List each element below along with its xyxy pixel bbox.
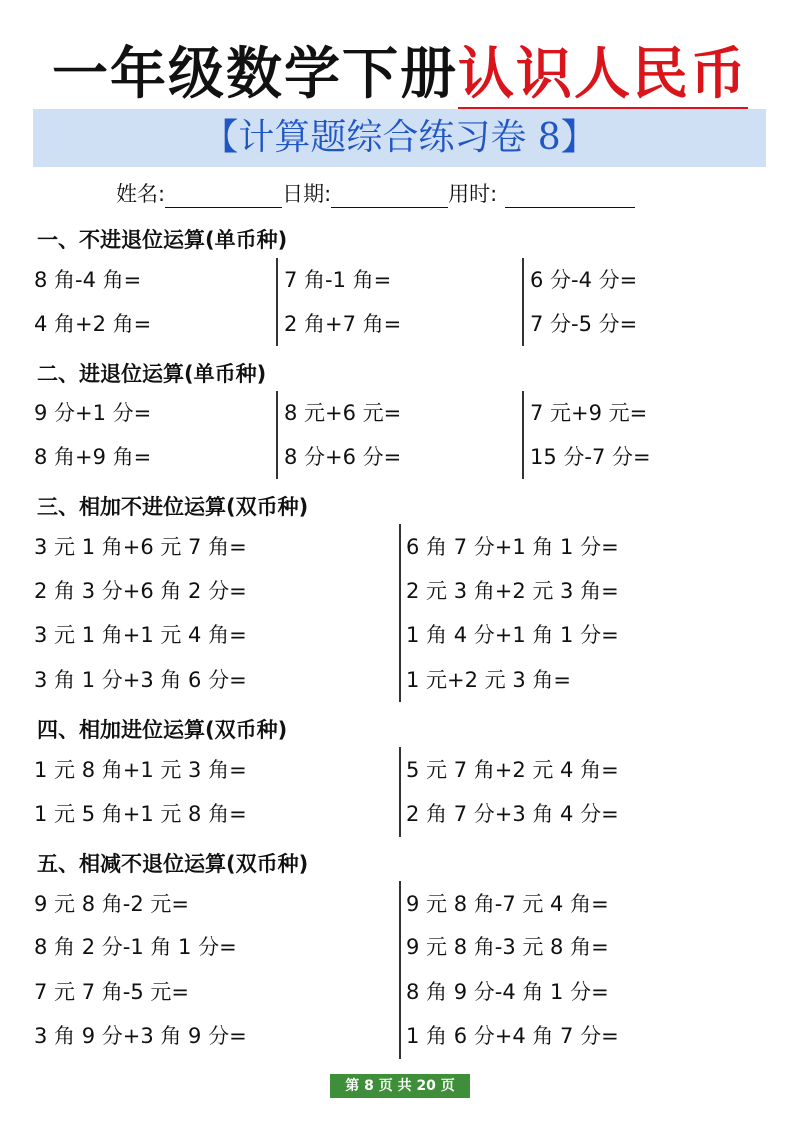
problem-row: [34, 970, 774, 1014]
problem: 7 分-5 分=: [530, 312, 638, 336]
problem: 2 元 3 角+2 元 3 角=: [406, 579, 619, 603]
name-field[interactable]: [165, 185, 282, 208]
date-label: 日期:: [282, 182, 332, 206]
problem: 6 角 7 分+1 角 1 分=: [406, 535, 619, 559]
student-info-line: [116, 178, 635, 208]
problem: 7 元+9 元=: [530, 401, 648, 425]
problem: 1 元 5 角+1 元 8 角=: [34, 802, 247, 826]
problem: 1 角 6 分+4 角 7 分=: [406, 1024, 619, 1048]
problem-row: [34, 658, 774, 702]
section-title: 四、相加进位运算(双币种): [37, 718, 288, 742]
subtitle: 【计算题综合练习卷 8】: [202, 117, 597, 158]
problem: 8 角+9 角=: [34, 445, 152, 469]
time-field[interactable]: [505, 185, 635, 208]
problem: 2 角+7 角=: [284, 312, 402, 336]
problem: 3 角 1 分+3 角 6 分=: [34, 668, 247, 692]
problem: 2 角 7 分+3 角 4 分=: [406, 802, 619, 826]
problem-row: [34, 792, 774, 836]
problem: 9 分+1 分=: [34, 401, 152, 425]
page-title-red: 认识人民币: [458, 42, 748, 111]
problem-row: [34, 525, 774, 569]
time-label: 用时:: [448, 182, 498, 206]
problem-row: [34, 882, 774, 926]
section-title: 二、进退位运算(单币种): [37, 362, 267, 386]
section-title: 三、相加不进位运算(双币种): [37, 495, 309, 519]
problem-row: [34, 613, 774, 657]
page-title-black: 一年级数学下册: [52, 42, 458, 107]
problem: 2 角 3 分+6 角 2 分=: [34, 579, 247, 603]
problem-row: [34, 569, 774, 613]
problem-row: [34, 258, 774, 302]
problem-row: [34, 925, 774, 969]
problem: 8 角-4 角=: [34, 268, 142, 292]
date-field[interactable]: [331, 185, 448, 208]
problem: 1 元 8 角+1 元 3 角=: [34, 758, 247, 782]
problem: 3 元 1 角+6 元 7 角=: [34, 535, 247, 559]
problem: 9 元 8 角-3 元 8 角=: [406, 935, 609, 959]
problem: 7 角-1 角=: [284, 268, 392, 292]
name-label: 姓名:: [116, 182, 166, 206]
problem-row: [34, 302, 774, 346]
section-title: 五、相减不退位运算(双币种): [37, 852, 309, 876]
problem: 3 元 1 角+1 元 4 角=: [34, 623, 247, 647]
problem: 8 角 2 分-1 角 1 分=: [34, 935, 237, 959]
problem-row: [34, 1014, 774, 1058]
problem: 3 角 9 分+3 角 9 分=: [34, 1024, 247, 1048]
problem: 9 元 8 角-2 元=: [34, 892, 189, 916]
problem: 15 分-7 分=: [530, 445, 651, 469]
page-title: [0, 40, 800, 110]
problem: 8 分+6 分=: [284, 445, 402, 469]
section-title: 一、不进退位运算(单币种): [37, 228, 288, 252]
page-number-badge: 第 8 页 共 20 页: [330, 1074, 470, 1098]
problem: 8 元+6 元=: [284, 401, 402, 425]
problem: 4 角+2 角=: [34, 312, 152, 336]
problem: 8 角 9 分-4 角 1 分=: [406, 980, 609, 1004]
problem: 9 元 8 角-7 元 4 角=: [406, 892, 609, 916]
problem: 1 角 4 分+1 角 1 分=: [406, 623, 619, 647]
problem-row: [34, 391, 774, 435]
problem-row: [34, 435, 774, 479]
problem-row: [34, 748, 774, 792]
problem: 1 元+2 元 3 角=: [406, 668, 571, 692]
problem: 5 元 7 角+2 元 4 角=: [406, 758, 619, 782]
problem: 6 分-4 分=: [530, 268, 638, 292]
problem: 7 元 7 角-5 元=: [34, 980, 189, 1004]
